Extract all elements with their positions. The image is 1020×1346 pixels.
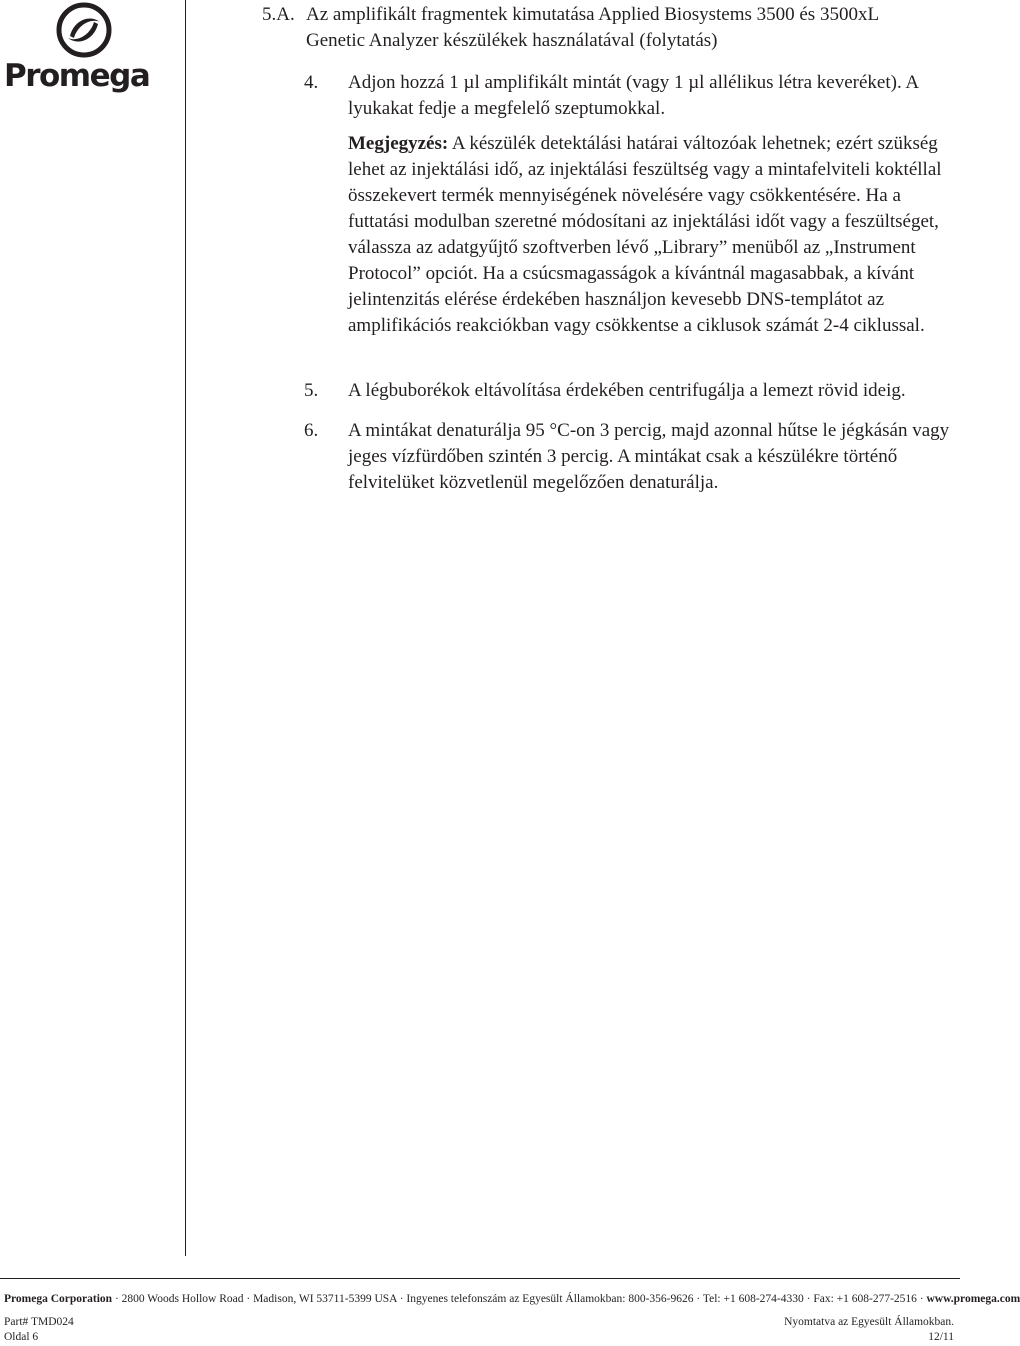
step-item — [304, 418, 954, 496]
step-text: A légbuborékok eltávolítása érdekében centrifugálja a lemezt rövid ideig. — [348, 380, 906, 401]
promega-logo — [4, 2, 164, 102]
note-text: A készülék detektálási határai változóak lehetnek; ezért szükség lehet az injektálási idő, az injektálási feszültség vagy a mintafelviteli koktéllal összekevert termék mennyiségének növelésére vagy csökkentésére. Ha a futtatási modulban szeretné módosítani az injektálási időt vagy a feszültséget, válassza az adatgyűjtő szoftverben lévő „Library” menüből az „Instrument Protocol” opciót. Ha a csúcsmagasságok a kívántnál magasabbak, a kívánt jelintenzitás elérése érdekében használjon kevesebb DNS-templátot az amplifikációs reakciókban vagy csökkentse a ciklusok számát 2-4 ciklussal. — [348, 133, 942, 336]
note-label: Megjegyzés: — [348, 133, 449, 154]
footer-part-number: Part# TMD024 — [4, 1316, 74, 1328]
step-text: A mintákat denaturálja 95 °C-on 3 percig, majd azonnal hűtse le jégkásán vagy jeges vízfürdőben szintén 3 percig. A mintákat csak a készülékre történő felvitelüket közvetlenül megelőzően denaturálja. — [348, 420, 950, 493]
section-title-line2: Genetic Analyzer készülékek használatával (folytatás) — [306, 30, 718, 51]
footer-date: 12/11 — [928, 1331, 954, 1343]
footer-contact-line — [4, 1292, 1020, 1306]
section-heading — [262, 2, 952, 54]
footer-corporation: Promega Corporation — [4, 1293, 113, 1305]
note-paragraph — [348, 131, 948, 339]
footer-address: · 2800 Woods Hollow Road · Madison, WI 53711-5399 USA · Ingyenes telefonszám az Egyesült Államokban: 800-356-9626 · Tel: +1 608-274-4330 · Fax: +1 608-277-2516 · — [112, 1293, 927, 1305]
step-number: 6. — [304, 420, 319, 441]
step-number: 4. — [304, 72, 319, 93]
footer-page-number: Oldal 6 — [4, 1331, 39, 1343]
section-title-line1: Az amplifikált fragmentek kimutatása Applied Biosystems 3500 és 3500xL — [306, 4, 880, 25]
footer-printed-in: Nyomtatva az Egyesült Államokban. — [784, 1316, 954, 1328]
footer-right-block — [784, 1315, 954, 1345]
footer-divider — [0, 1278, 960, 1279]
step-number: 5. — [304, 380, 319, 401]
vertical-divider — [185, 0, 186, 1256]
step-item — [304, 70, 954, 122]
step-text: Adjon hozzá 1 µl amplifikált mintát (vagy 1 µl allélikus létra keveréket). A lyukakat fedje a megfelelő szeptumokkal. — [348, 72, 919, 119]
footer-left-block — [4, 1315, 74, 1345]
promega-emblem-icon — [56, 2, 112, 58]
step-item — [304, 378, 954, 404]
footer-website-link[interactable]: www.promega.com — [926, 1293, 1020, 1305]
section-number: 5.A. — [262, 4, 295, 25]
logo-wordmark: Promega — [4, 58, 150, 94]
